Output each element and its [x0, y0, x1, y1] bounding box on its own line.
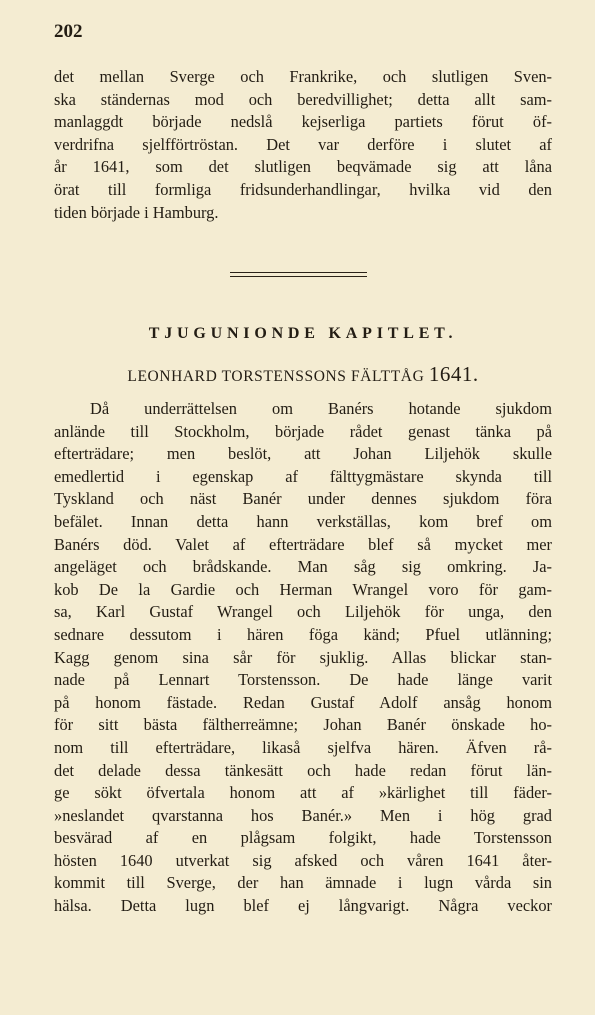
chapter-title-text: LEONHARD TORSTENSSONS FÄLTTÅG	[127, 368, 425, 385]
text-line: kommit till Sverge, der han ämnade i lugn vårda sin	[54, 873, 552, 893]
text-line: hälsa. Detta lugn blef ej långvarigt. Några veckor	[54, 896, 552, 916]
text-line: nade på Lennart Torstensson. De hade länge varit	[54, 670, 552, 690]
chapter-title-year: 1641.	[428, 362, 479, 386]
page-number: 202	[54, 21, 83, 42]
text-line: det mellan Sverge och Frankrike, och slutligen Sven-	[54, 67, 552, 86]
section-divider	[230, 272, 367, 277]
text-line: ge sökt öfvertala honom att af »kärlighet till fäder-	[54, 783, 552, 803]
text-line: besvärad af en plågsam folgikt, hade Torstensson	[54, 828, 552, 848]
text-line: år 1641, som det slutligen beqvämade sig att låna	[54, 157, 552, 177]
intro-paragraph	[54, 66, 552, 224]
chapter-title	[54, 360, 552, 391]
text-line: angeläget och brådskande. Man såg sig omkring. Ja-	[54, 557, 552, 577]
text-line: örat till formliga fridsunderhandlingar, hvilka vid den	[54, 179, 552, 199]
text-line: efterträdare; men beslöt, att Johan Liljehök skulle	[54, 444, 552, 464]
text-line: på honom fästade. Redan Gustaf Adolf ansåg honom	[54, 692, 552, 712]
text-line: verdrifna sjelfförtröstan. Det var derföre i slutet af	[54, 134, 552, 154]
text-line: sa, Karl Gustaf Wrangel och Liljehök för unga, den	[54, 602, 552, 622]
text-line: Banérs död. Valet af efterträdare blef så mycket mer	[54, 534, 552, 554]
text-line: ska ständernas mod och beredvillighet; detta allt sam-	[54, 89, 552, 109]
text-line: anlände till Stockholm, började rådet genast tänka på	[54, 421, 552, 441]
chapter-heading: TJUGUNIONDE KAPITLET.	[148, 325, 458, 342]
text-line: sednare dessutom i hären föga känd; Pfuel utlänning;	[54, 624, 552, 644]
text-line: kob De la Gardie och Herman Wrangel voro för gam-	[54, 579, 552, 599]
text-line: nom till efterträdare, likaså sjelfva hären. Äfven rå-	[54, 737, 552, 757]
body-paragraph	[54, 398, 552, 918]
text-line: för sitt bästa fältherreämne; Johan Banér önskade ho-	[54, 715, 552, 735]
text-line: befälet. Innan detta hann verkställas, kom bref om	[54, 511, 552, 531]
text-line: »neslandet qvarstanna hos Banér.» Men i hög grad	[54, 805, 552, 825]
text-line: Tyskland och näst Banér under dennes sjukdom föra	[54, 489, 552, 509]
text-line: tiden började i Hamburg.	[54, 202, 219, 222]
text-line: emedlertid i egenskap af fälttygmästare skynda till	[54, 466, 552, 486]
text-line: det delade dessa tänkesätt och hade redan förut län-	[54, 760, 552, 780]
text-line: Kagg genom sina sår för sjuklig. Allas blickar stan-	[54, 647, 552, 667]
text-line: Då underrättelsen om Banérs hotande sjukdom	[90, 399, 552, 418]
text-line: hösten 1640 utverkat sig afsked och våren 1641 åter-	[54, 850, 552, 870]
text-line: manlaggdt började nedslå kejserliga partiets förut öf-	[54, 112, 552, 132]
